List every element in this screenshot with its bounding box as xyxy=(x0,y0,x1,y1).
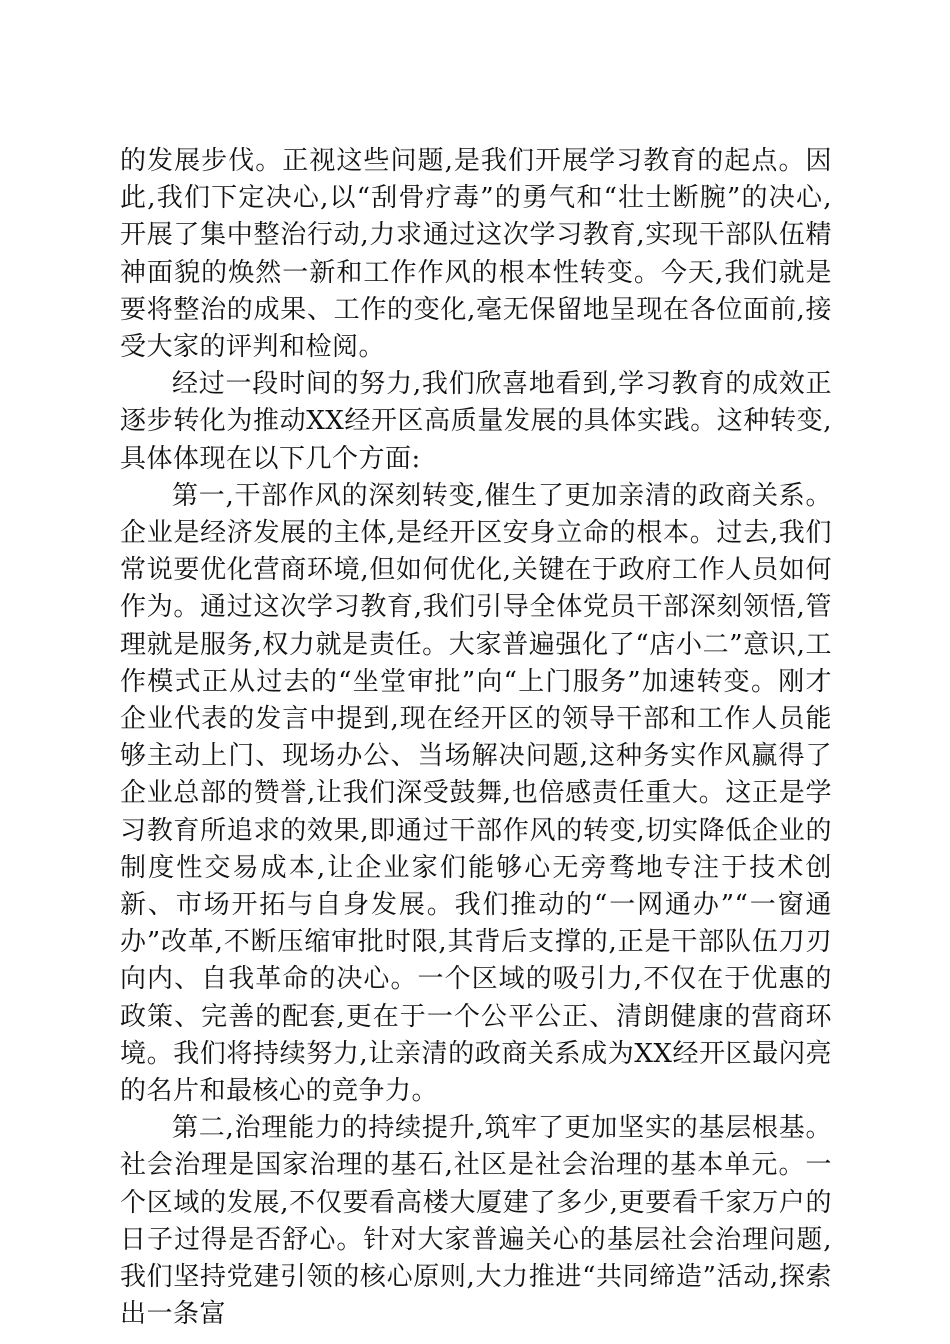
document-body xyxy=(120,143,832,1334)
paragraph-point-one: 第一,干部作风的深刻转变,催生了更加亲清的政商关系。企业是经济发展的主体,是经开区安身立命的根本。过去,我们常说要优化营商环境,但如何优化,关键在于政府工作人员如何作为。通过这次学习教育,我们引导全体党员干部深刻领悟,管理就是服务,权力就是责任。大家普遍强化了“店小二”意识,工作模式正从过去的“坐堂审批”向“上门服务”加速转变。刚才企业代表的发言中提到,现在经开区的领导干部和工作人员能够主动上门、现场办公、当场解决问题,这种务实作风赢得了企业总部的赞誉,让我们深受鼓舞,也倍感责任重大。这正是学习教育所追求的效果,即通过干部作风的转变,切实降低企业的制度性交易成本,让企业家们能够心无旁骛地专注于技术创新、市场开拓与自身发展。我们推动的“一网通办”“一窗通办”改革,不断压缩审批时限,其背后支撑的,正是干部队伍刀刃向内、自我革命的决心。一个区域的吸引力,不仅在于优惠的政策、完善的配套,更在于一个公平公正、清朗健康的营商环境。我们将持续努力,让亲清的政商关系成为XX经开区最闪亮的名片和最核心的竞争力。 xyxy=(120,480,832,1107)
paragraph-continuation: 的发展步伐。正视这些问题,是我们开展学习教育的起点。因此,我们下定决心,以“刮骨疗毒”的勇气和“壮士断腕”的决心,开展了集中整治行动,力求通过这次学习教育,实现干部队伍精神面貌的焕然一新和工作作风的根本性转变。今天,我们就是要将整治的成果、工作的变化,毫无保留地呈现在各位面前,接受大家的评判和检阅。 xyxy=(120,146,832,363)
paragraph-achievements-intro: 经过一段时间的努力,我们欣喜地看到,学习教育的成效正逐步转化为推动XX经开区高质量发展的具体实践。这种转变,具体体现在以下几个方面: xyxy=(120,369,832,474)
paragraph-point-two: 第二,治理能力的持续提升,筑牢了更加坚实的基层根基。社会治理是国家治理的基石,社区是社会治理的基本单元。一个区域的发展,不仅要看高楼大厦建了多少,更要看千家万户的日子过得是否舒心。针对大家普遍关心的基层社会治理问题,我们坚持党建引领的核心原则,大力推进“共同缔造”活动,探索出一条富 xyxy=(120,1113,832,1330)
